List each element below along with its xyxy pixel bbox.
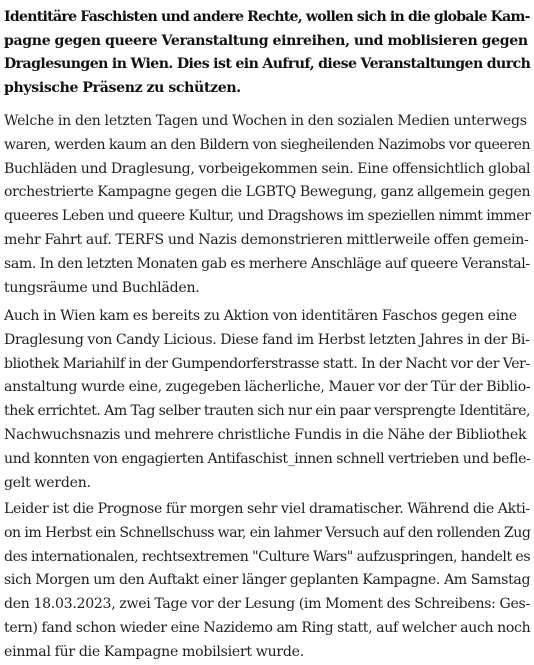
paragraph-line: sam. In den letzten Monaten gab es merhere Anschläge auf queere Veranstal- xyxy=(4,255,530,272)
paragraph-line: des internationalen, rechtsextremen "Culture Wars" aufzuspringen, handelt es xyxy=(4,548,531,565)
paragraph-line: waren, werden kaum an den Bildern von siegheilenden Nazimobs vor queeren xyxy=(4,136,531,153)
paragraph-line: Nachwuchsnazis und mehrere christliche Fundis in die Nähe der Bibliothek xyxy=(4,426,527,443)
body-paragraph-2 xyxy=(4,305,530,495)
paragraph-line: thek errichtet. Am Tag selber trauten sich nur ein paar versprengte Identitäre, xyxy=(4,403,531,420)
lead-line: physische Präsenz zu schützen. xyxy=(4,79,241,96)
paragraph-line: on im Herbst ein Schnellschuss war, ein lahmer Versuch auf den rollenden Zug xyxy=(4,524,531,541)
lead-line: Draglesungen in Wien. Dies ist ein Aufruf, diese Veranstaltungen durch xyxy=(4,56,531,73)
paragraph-line: mehr Fahrt auf. TERFS und Nazis demonstrieren mittlerweile offen gemein- xyxy=(4,231,529,248)
paragraph-line: tungsräume und Buchläden. xyxy=(4,279,200,296)
paragraph-line: queeres Leben und queere Kultur, und Dragshows im speziellen nimmt immer xyxy=(4,208,531,225)
lead-paragraph xyxy=(4,6,530,100)
paragraph-line: sich Morgen um den Auftakt einer länger geplanten Kampagne. Am Samstag xyxy=(4,572,531,589)
paragraph-line: Buchläden und Draglesung, vorbeigekommen sein. Eine offensichtlich global xyxy=(4,160,531,177)
paragraph-line: und konnten von engagierten Antifaschist_innen schnell vertrieben und befle- xyxy=(4,450,531,467)
paragraph-line: tern) fand schon wieder eine Nazidemo am Ring statt, auf welcher auch noch xyxy=(4,619,531,636)
lead-line: Identitäre Faschisten und andere Rechte, wollen sich in die globale Kam- xyxy=(4,9,530,25)
paragraph-line: bliothek Mariahilf in der Gumpendorferstrasse statt. In der Nacht vor der Ver- xyxy=(4,355,530,372)
paragraph-line: Welche in den letzten Tagen und Wochen in den sozialen Medien unterwegs xyxy=(4,113,527,129)
paragraph-line: gelt werden. xyxy=(4,474,91,491)
paragraph-line: Leider ist die Prognose für morgen sehr viel dramatischer. Während die Akti- xyxy=(4,501,530,517)
paragraph-line: Draglesung von Candy Licious. Diese fand im Herbst letzten Jahres in der Bi- xyxy=(4,331,530,348)
paragraph-line: einmal für die Kampagne mobilsiert wurde. xyxy=(4,643,304,660)
body-paragraph-1 xyxy=(4,110,530,300)
body-paragraph-3 xyxy=(4,498,530,665)
paragraph-line: Auch in Wien kam es bereits zu Aktion von identitären Faschos gegen eine xyxy=(4,308,517,324)
paragraph-line: den 18.03.2023, zwei Tage vor der Lesung (im Moment des Schreibens: Ges- xyxy=(4,596,530,613)
lead-line: pagne gegen queere Veranstaltung einreihen, und moblisieren gegen xyxy=(4,32,528,49)
paragraph-line: anstaltung wurde eine, zugegeben lächerliche, Mauer vor der Tür der Biblio- xyxy=(4,379,531,396)
paragraph-line: orchestrierte Kampagne gegen die LGBTQ Bewegung, ganz allgemein gegen xyxy=(4,184,531,201)
